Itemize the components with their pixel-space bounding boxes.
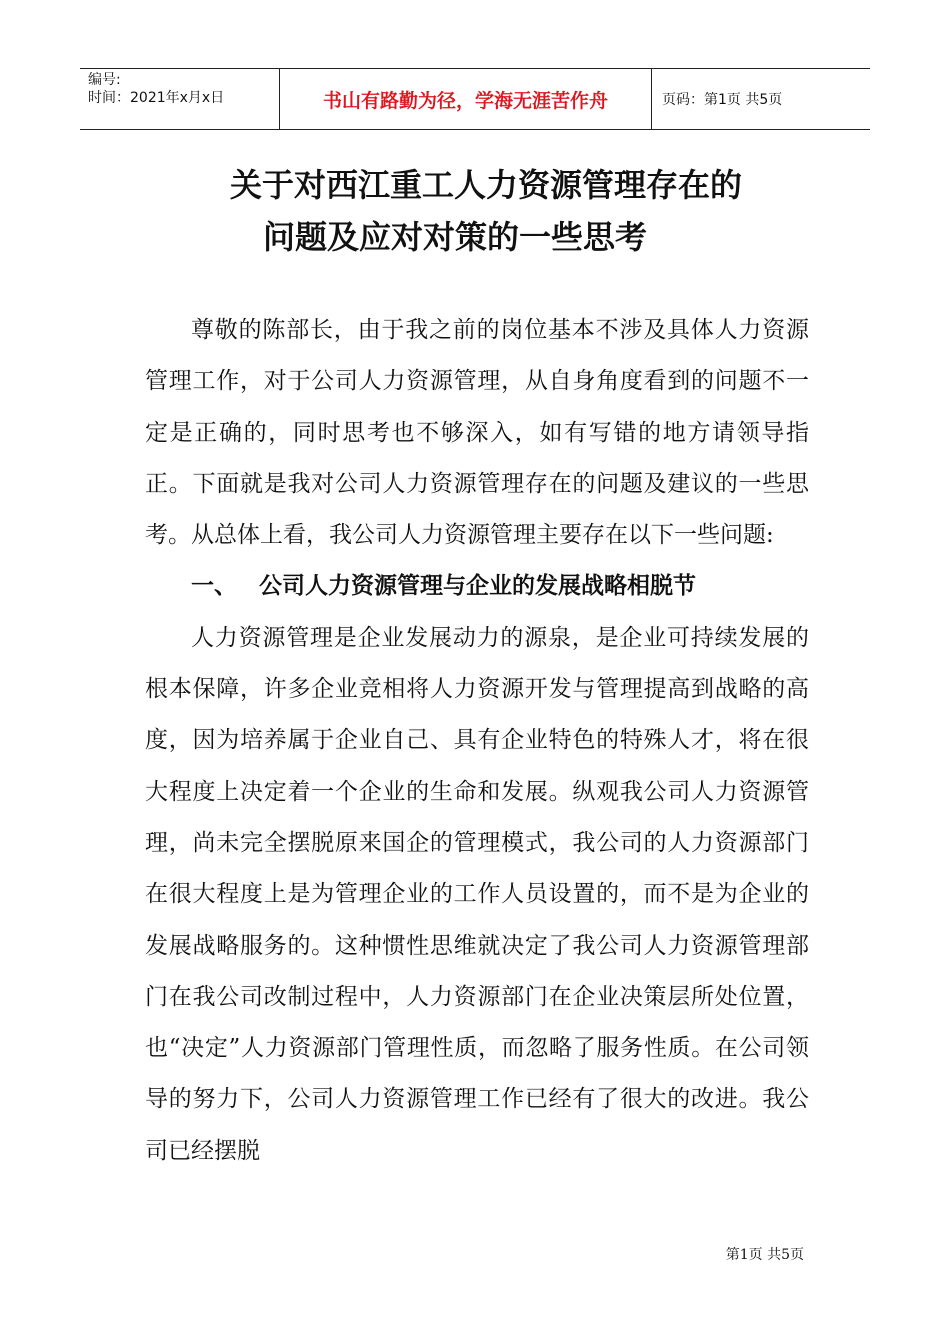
header-motto: 书山有路勤为径，学海无涯苦作舟	[280, 69, 652, 129]
section-heading	[145, 561, 809, 612]
header-page-info: 页码：第1页 共5页	[662, 92, 783, 108]
header-meta	[80, 69, 280, 129]
document-title-line1: 关于对西江重工人力资源管理存在的	[230, 166, 743, 204]
document-body	[145, 305, 809, 1177]
document-time-label: 时间：2021年x月x日	[88, 90, 225, 106]
intro-paragraph: 尊敬的陈部长，由于我之前的岗位基本不涉及具体人力资源管理工作，对于公司人力资源管理，从自身角度看到的问题不一定是正确的，同时思考也不够深入，如有写错的地方请领导指正。下面就是我对公司人力资源管理存在的问题及建议的一些思考。从总体上看，我公司人力资源管理主要存在以下一些问题:	[145, 317, 809, 549]
page-footer: 第1页 共5页	[725, 1247, 804, 1263]
document-header	[80, 68, 870, 130]
section-paragraph: 人力资源管理是企业发展动力的源泉，是企业可持续发展的根本保障，许多企业竞相将人力资源开发与管理提高到战略的高度，因为培养属于企业自己、具有企业特色的特殊人才，将在很大程度上决定着一个企业的生命和发展。纵观我公司人力资源管理，尚未完全摆脱原来国企的管理模式，我公司的人力资源部门在很大程度上是为管理企业的工作人员设置的，而不是为企业的发展战略服务的。这种惯性思维就决定了我公司人力资源管理部门在我公司改制过程中，人力资源部门在企业决策层所处位置，也“决定”人力资源部门管理性质，而忽略了服务性质。在公司领导的努力下，公司人力资源管理工作已经有了很大的改进。我公司已经摆脱	[145, 624, 809, 1164]
document-title-line2: 问题及应对对策的一些思考	[263, 218, 648, 256]
section-title: 公司人力资源管理与企业的发展战略相脱节	[259, 573, 696, 600]
document-number-label: 编号:	[88, 72, 121, 88]
section-number: 一、	[191, 573, 237, 600]
